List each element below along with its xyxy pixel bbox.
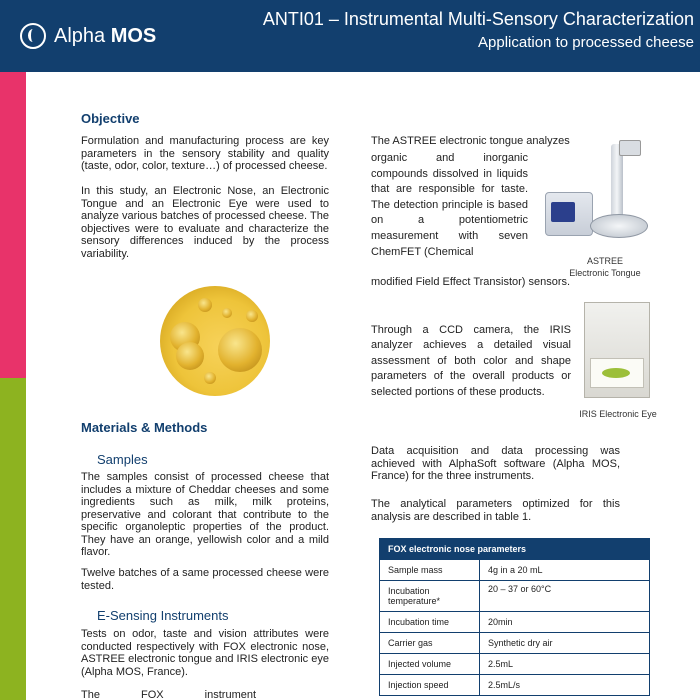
table-row — [380, 612, 650, 633]
iris-paragraph: Through a CCD camera, the IRIS analyzer achieves a detailed visual assessment of both color and shape parameters of the overall products or selected portions of these products. — [371, 324, 571, 398]
astree-paragraph: organic and inorganic compounds dissolved in liquids that are responsible for taste. The detection principle is based on a potentiometric measurement with seven ChemFET (Chemical — [371, 152, 528, 258]
logo-text: Alpha MOS — [54, 25, 157, 47]
objective-heading: Objective — [81, 111, 140, 126]
cheese-hole — [198, 298, 212, 312]
objective-paragraph-2: In this study, an Electronic Nose, an Electronic Tongue and an Electronic Eye were used to analyze various batches of processed cheese. The objectives were to evaluate and characterize the sensory differences induced by the process variability. — [81, 185, 329, 260]
alpha-mos-logo — [20, 20, 160, 52]
samples-paragraph-1: The samples consist of processed cheese that includes a mixture of Cheddar cheeses and some ingredients such as milk, milk proteins, preservative and colorant that contribute to the specific organoleptic properties of the product. They have an orange, yellowish color and a mild flavor. — [81, 471, 329, 558]
fox-partial-text: The FOX instrument — [81, 689, 257, 700]
materials-heading: Materials & Methods — [81, 420, 208, 435]
cheese-hole — [218, 328, 262, 372]
esensing-heading: E-Sensing Instruments — [97, 608, 229, 623]
alpha-mos-logo-icon — [20, 23, 46, 49]
table-cell-label: Carrier gas — [380, 633, 480, 654]
table-cell-label: Incubation temperature* — [380, 581, 480, 612]
table-row — [380, 633, 650, 654]
astree-last-line: modified Field Effect Transistor) sensors. — [371, 276, 571, 288]
cheese-hole — [204, 372, 216, 384]
astree-column — [611, 144, 623, 224]
cheese-hole — [176, 342, 204, 370]
esensing-paragraph-1: Tests on odor, taste and vision attributes were conducted respectively with FOX electronic nose, ASTREE electronic tongue and IRIS electronic eye (Alpha MOS, France). — [81, 628, 329, 678]
table-cell-label: Injection speed — [380, 675, 480, 696]
astree-caption-1: ASTREE — [586, 256, 623, 266]
samples-paragraph-2: Twelve batches of a same processed cheese were tested. — [81, 567, 329, 592]
iris-instrument-image — [584, 302, 650, 402]
fox-parameters-table — [379, 538, 650, 696]
cheese-hole — [246, 310, 258, 322]
accent-bar-green — [0, 378, 26, 700]
table-row — [380, 654, 650, 675]
iris-sample — [602, 368, 630, 378]
samples-heading: Samples — [97, 452, 148, 467]
astree-line-1: The ASTREE electronic tongue analyzes — [371, 135, 570, 147]
cheese-hole — [222, 308, 232, 318]
table-cell-value: 2.5mL/s — [480, 675, 650, 696]
cheese-image — [160, 286, 270, 396]
parameters-paragraph: The analytical parameters optimized for this analysis are described in table 1. — [371, 498, 620, 523]
astree-panel — [551, 202, 575, 222]
table-header: FOX electronic nose parameters — [380, 539, 650, 560]
table-cell-label: Sample mass — [380, 560, 480, 581]
table-row — [380, 675, 650, 696]
astree-caption-2: Electronic Tongue — [569, 268, 641, 278]
data-acquisition-paragraph: Data acquisition and data processing was achieved with AlphaSoft software (Alpha MOS, France) for the three instruments. — [371, 445, 620, 482]
table-cell-value: Synthetic dry air — [480, 633, 650, 654]
table-cell-label: Incubation time — [380, 612, 480, 633]
iris-caption: IRIS Electronic Eye — [579, 409, 657, 419]
header-banner — [0, 0, 700, 72]
page-subtitle: Application to processed cheese — [478, 34, 694, 51]
table-cell-label: Injected volume — [380, 654, 480, 675]
astree-instrument-image — [535, 140, 650, 265]
table-row — [380, 560, 650, 581]
page-title: ANTI01 – Instrumental Multi-Sensory Characterization — [262, 9, 694, 29]
objective-paragraph-1: Formulation and manufacturing process are key parameters in the sensory stability and quality (taste, odor, color, texture…) of processed cheese. — [81, 135, 329, 172]
accent-bar-pink — [0, 72, 26, 378]
table-cell-value: 20min — [480, 612, 650, 633]
table-cell-value: 20 – 37 or 60°C — [480, 581, 650, 612]
astree-head — [619, 140, 641, 156]
table-row — [380, 581, 650, 612]
table-cell-value: 4g in a 20 mL — [480, 560, 650, 581]
table-cell-value: 2.5mL — [480, 654, 650, 675]
astree-tray — [590, 214, 648, 238]
